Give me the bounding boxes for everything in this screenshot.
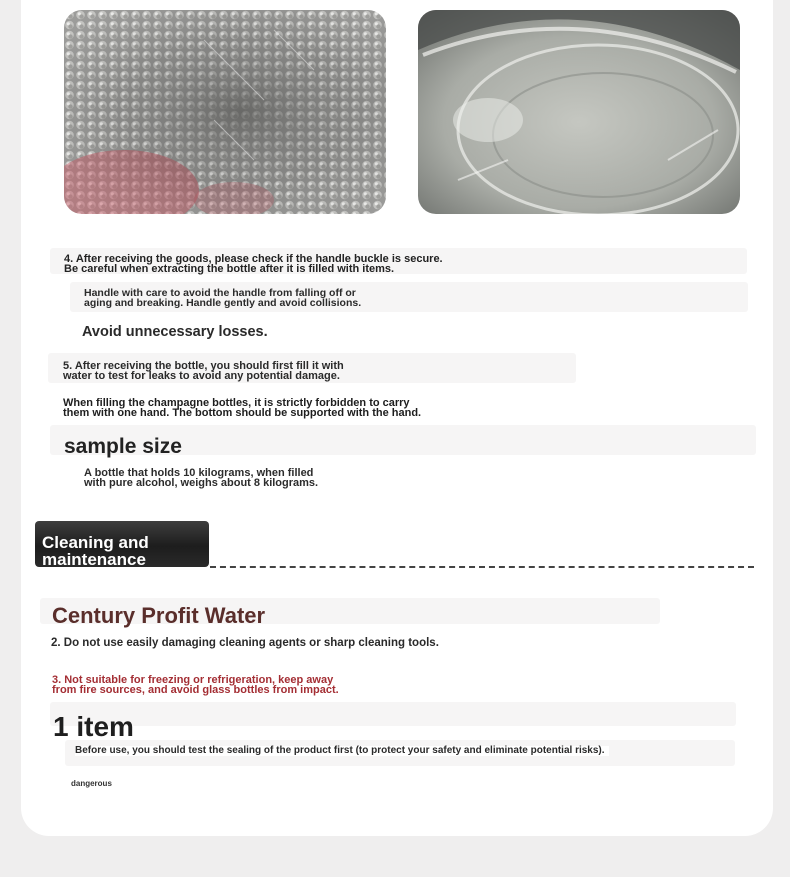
cleaning-item-2: 2. Do not use easily damaging cleaning agents or sharp cleaning tools. xyxy=(51,637,439,649)
avoid-losses-text: Avoid unnecessary losses. xyxy=(82,324,268,340)
badge-label: Cleaning and maintenance xyxy=(42,533,149,569)
before-use-text: Before use, you should test the sealing of the product first (to protect your safety and eliminate potential risks). xyxy=(75,746,609,756)
dangerous-label: dangerous xyxy=(71,779,112,788)
sample-size-text: A bottle that holds 10 kilograms, when filled with pure alcohol, weighs about 8 kilograms. xyxy=(84,467,319,489)
dimpled-glass-photo xyxy=(64,10,386,214)
handle-care-text: Handle with care to avoid the handle from falling off or aging and breaking. Handle gently and avoid collisions. xyxy=(84,287,362,309)
item-count-heading: 1 item xyxy=(53,711,134,742)
step5-text: 5. After receiving the bottle, you should first fill it with water to test for leaks to avoid any potential damage. xyxy=(63,360,344,382)
text-backdrop xyxy=(50,702,736,726)
glass-base-photo xyxy=(418,10,740,214)
sample-size-heading: sample size xyxy=(64,435,182,458)
section-divider xyxy=(210,566,754,568)
step4-text: 4. After receiving the goods, please check if the handle buckle is secure. Be careful when extracting the bottle after it is filled with items. xyxy=(64,253,443,275)
cleaning-maintenance-badge xyxy=(35,521,209,567)
champagne-warning-text: When filling the champagne bottles, it is strictly forbidden to carry them with one hand. The bottom should be supported with the hand. xyxy=(63,397,422,419)
cleaning-item-3: 3. Not suitable for freezing or refrigeration, keep away from fire sources, and avoid glass bottles from impact. xyxy=(52,674,339,696)
brand-title: Century Profit Water xyxy=(52,603,266,628)
